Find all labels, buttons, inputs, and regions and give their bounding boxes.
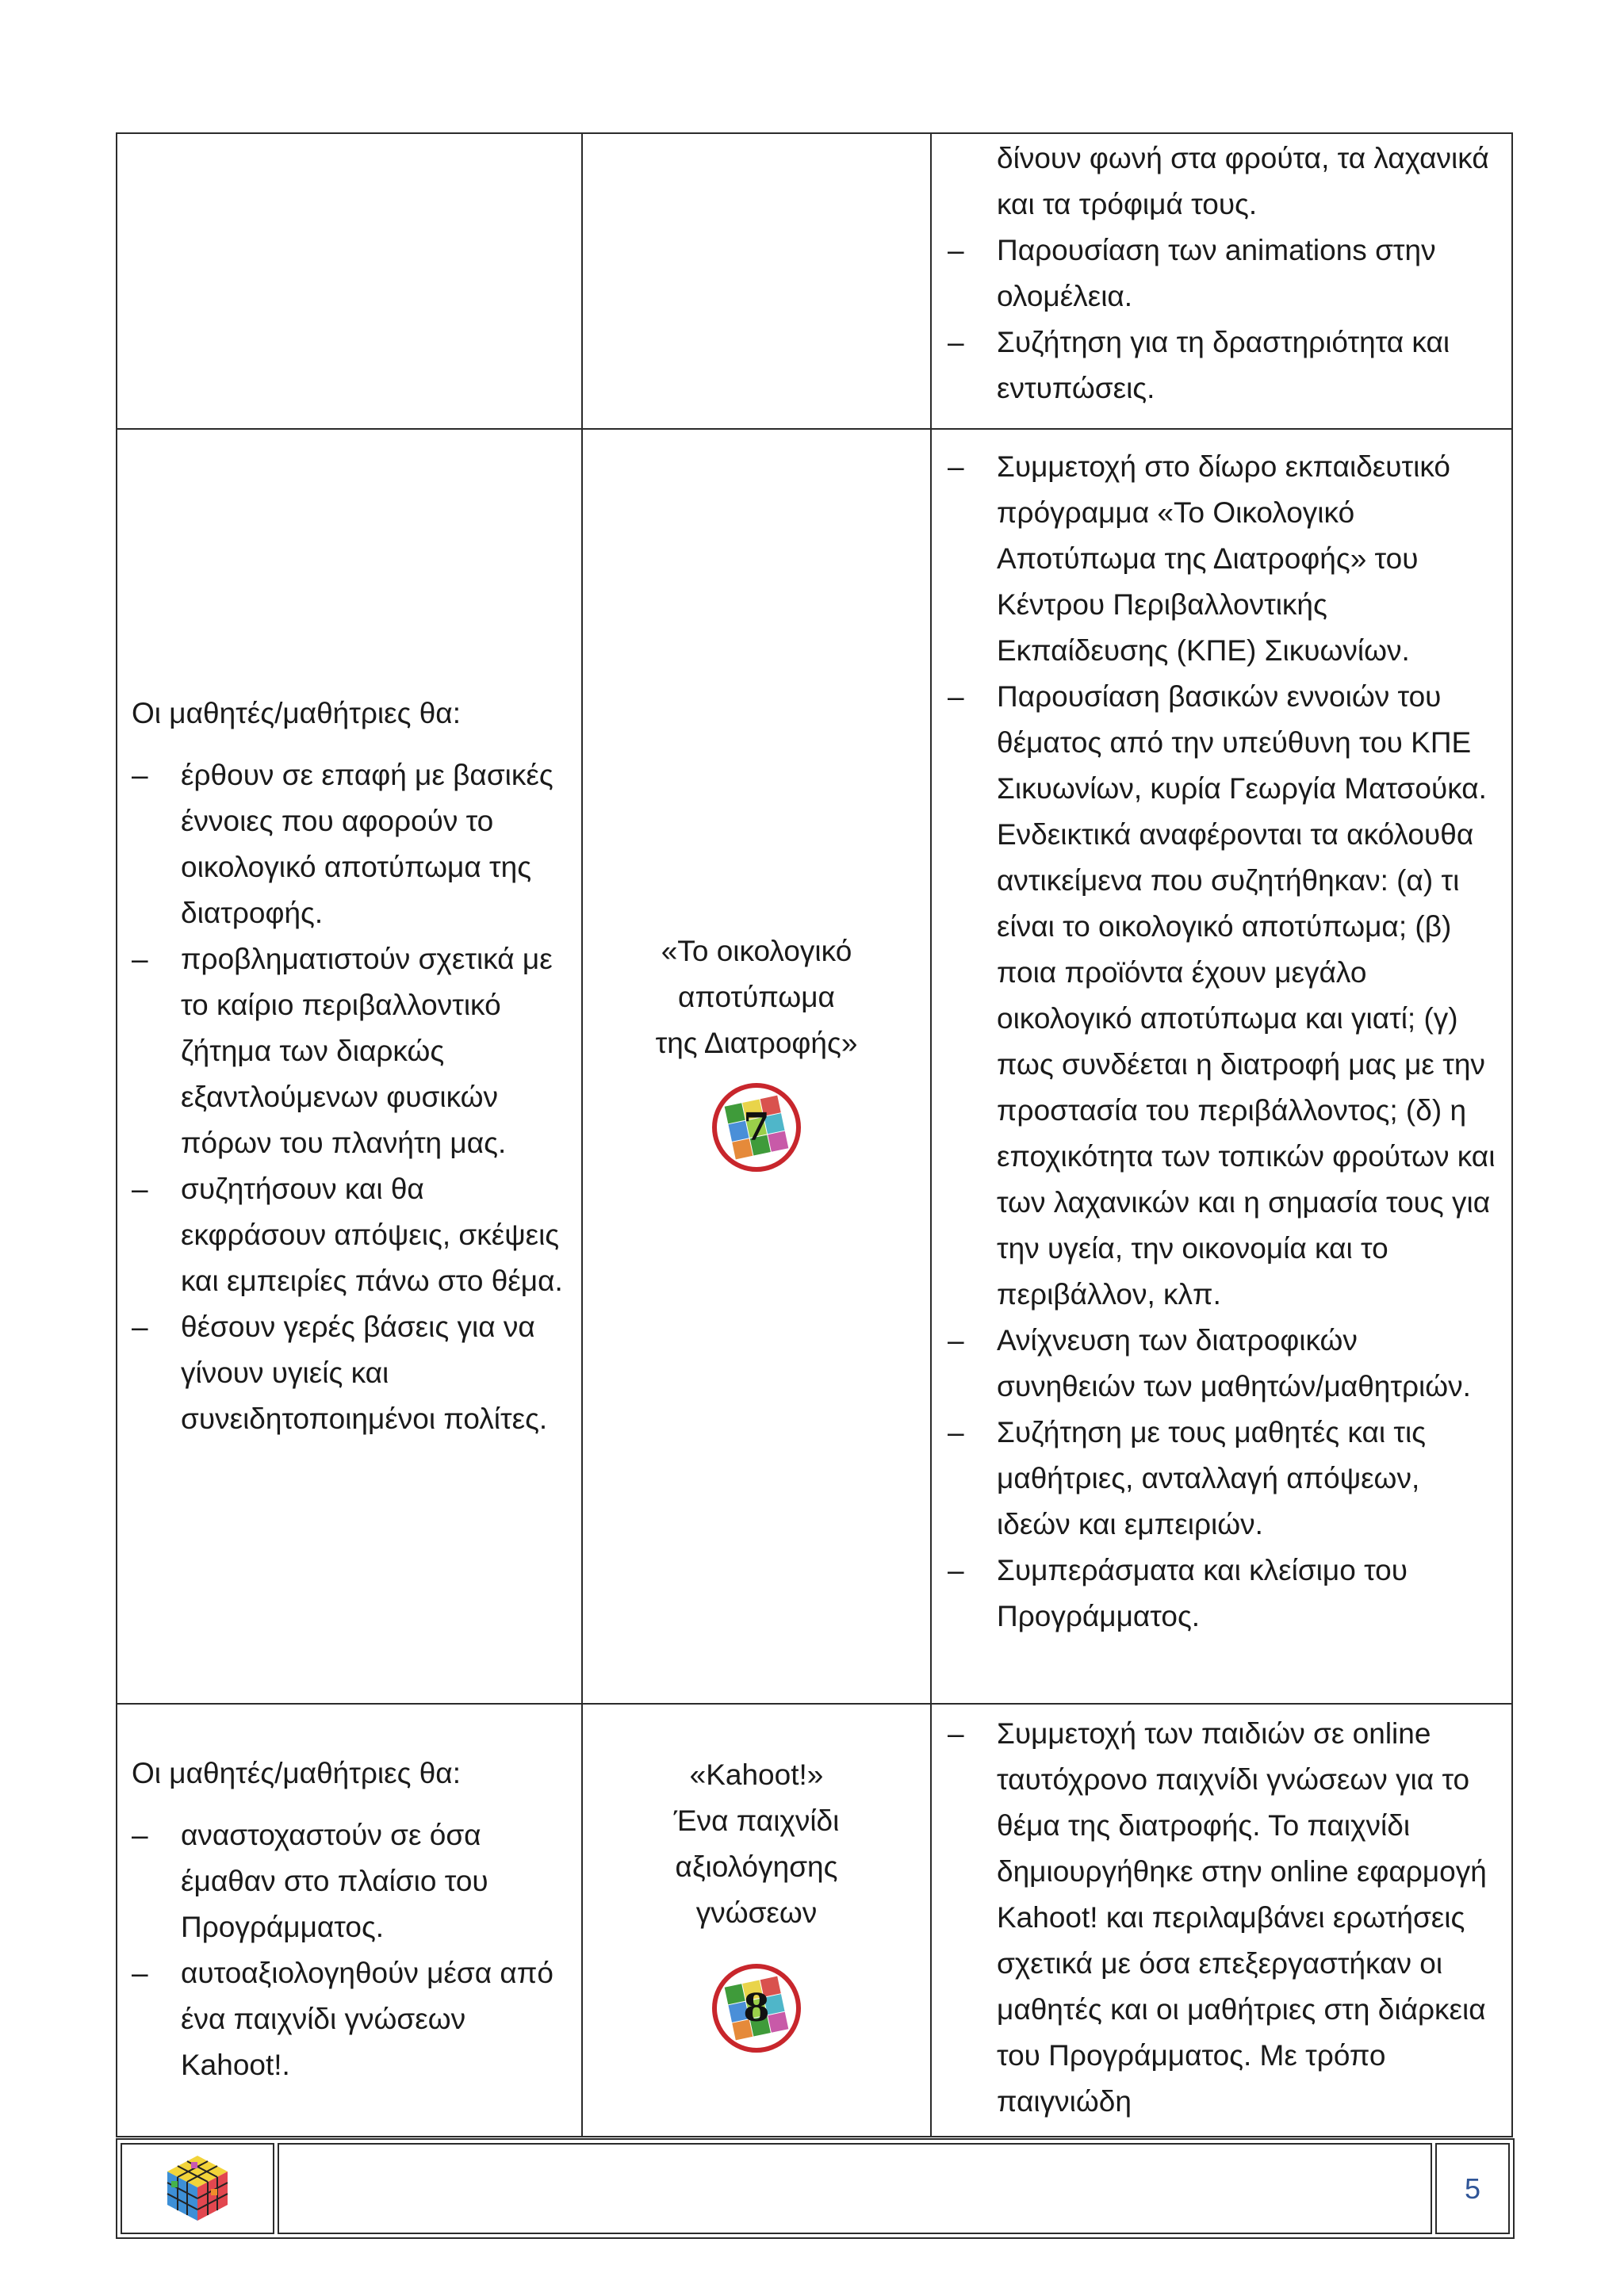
- title-cell: [582, 429, 931, 1704]
- title-line: γνώσεων: [695, 1896, 818, 1929]
- title-cell: [582, 133, 931, 429]
- title-cell: [582, 1704, 931, 2137]
- list-item: – Συμμετοχή των παιδιών σε online ταυτόχρονο παιχνίδι γνώσεων για το θέμα της διατροφής. Το παιχνίδι δημιουργήθηκε στην online εφαρμογή Kahoot! και περιλαμβάνει ερωτήσεις σχετικά με όσα επεξεργαστήκαν οι μαθητές και οι μαθήτριες στη διάρκεια του Προγράμματος. Με τρόπο παιγνιώδη: [948, 1711, 1497, 2125]
- list-item: – Παρουσίαση βασικών εννοιών του θέματος από την υπεύθυνη του ΚΠΕ Σικυωνίων, κυρία Γεωργία Ματσούκα. Ενδεικτικά αναφέρονται τα ακόλουθα αντικείμενα που συζητήθηκαν: (α) τι είναι το οικολογικό αποτύπωμα; (β) ποια προϊόντα έχουν μεγάλο οικολογικό αποτύπωμα και γιατί; (γ) πως συνδέεται η διατροφή μας με την προστασία του περιβάλλοντος; (δ) η εποχικότητα των τοπικών φρούτων και των λαχανικών και η σημασία τους για την υγεία, την οικονομία και το περιβάλλον, κλπ.: [948, 674, 1497, 1318]
- list-item: – Συμπεράσματα και κλείσιμο του Προγράμματος.: [948, 1548, 1497, 1640]
- activities-list: [948, 444, 1497, 1640]
- list-item: – Συζήτηση με τους μαθητές και τις μαθήτριες, ανταλλαγή απόψεων, ιδεών και εμπειριών.: [948, 1410, 1497, 1548]
- footer-middle-cell: [278, 2143, 1432, 2234]
- activities-cell: [931, 429, 1512, 1704]
- activity-number-badge: [711, 1082, 802, 1173]
- page-number: 5: [1435, 2143, 1510, 2234]
- list-item: – Ανίχνευση των διατροφικών συνηθειών των μαθητών/μαθητριών.: [948, 1318, 1497, 1410]
- title-line: Ένα παιχνίδι: [673, 1804, 840, 1837]
- objectives-cell: [117, 1704, 582, 2137]
- list-item: – αναστοχαστούν σε όσα έμαθαν στο πλαίσιο του Προγράμματος.: [132, 1812, 567, 1950]
- objectives-list: [132, 752, 567, 1442]
- list-item: – προβληματιστούν σχετικά με το καίριο περιβαλλοντικό ζήτημα των διαρκώς εξαντλούμενων φυσικών πόρων του πλανήτη μας.: [132, 936, 567, 1166]
- list-item: δίνουν φωνή στα φρούτα, τα λαχανικά και τα τρόφιμά τους.: [997, 142, 1489, 220]
- cube-badge-icon: [711, 1082, 802, 1173]
- activities-table: [116, 132, 1513, 2137]
- activity-number-badge: [711, 1963, 802, 2053]
- title-line: αποτύπωμα: [678, 981, 835, 1013]
- table-row: [117, 429, 1512, 1704]
- activity-title: [583, 928, 930, 1066]
- title-line: αξιολόγησης: [675, 1850, 838, 1883]
- svg-text:8: 8: [743, 1986, 770, 2030]
- list-item: – έρθουν σε επαφή με βασικές έννοιες που αφορούν το οικολογικό αποτύπωμα της διατροφής.: [132, 752, 567, 936]
- objectives-cell: [117, 429, 582, 1704]
- title-line: της Διατροφής»: [655, 1027, 858, 1059]
- activities-cell: [931, 1704, 1512, 2137]
- rubiks-cube-icon: [122, 2145, 273, 2229]
- activities-cell: [931, 133, 1512, 429]
- table-row: [117, 1704, 1512, 2137]
- activities-list: [948, 136, 1497, 411]
- objectives-intro: Οι μαθητές/μαθήτριες θα:: [132, 697, 461, 729]
- objectives-cell: [117, 133, 582, 429]
- activities-list: [948, 1711, 1497, 2125]
- list-item: – συζητήσουν και θα εκφράσουν απόψεις, σκέψεις και εμπειρίες πάνω στο θέμα.: [132, 1166, 567, 1304]
- objectives-intro: Οι μαθητές/μαθήτριες θα:: [132, 1757, 461, 1789]
- title-line: «Το οικολογικό: [661, 935, 852, 967]
- title-line: «Kahoot!»: [689, 1758, 824, 1791]
- svg-text:7: 7: [743, 1105, 770, 1150]
- list-item: – Παρουσίαση των animations στην ολομέλεια.: [948, 228, 1497, 320]
- objectives-list: [132, 1812, 567, 2088]
- list-item: – Συζήτηση για τη δραστηριότητα και εντυπώσεις.: [948, 320, 1497, 411]
- page-footer: [116, 2138, 1515, 2239]
- list-item: – θέσουν γερές βάσεις για να γίνουν υγιείς και συνειδητοποιημένοι πολίτες.: [132, 1304, 567, 1442]
- activity-title: [583, 1705, 930, 1936]
- list-item: – αυτοαξιολογηθούν μέσα από ένα παιχνίδι γνώσεων Kahoot!.: [132, 1950, 567, 2088]
- footer-logo-cell: [121, 2143, 274, 2234]
- list-item: – Συμμετοχή στο δίωρο εκπαιδευτικό πρόγραμμα «Το Οικολογικό Αποτύπωμα της Διατροφής» του Κέντρου Περιβαλλοντικής Εκπαίδευσης (ΚΠΕ) Σικυωνίων.: [948, 444, 1497, 674]
- cube-badge-icon: [711, 1963, 802, 2053]
- table-row: [117, 133, 1512, 429]
